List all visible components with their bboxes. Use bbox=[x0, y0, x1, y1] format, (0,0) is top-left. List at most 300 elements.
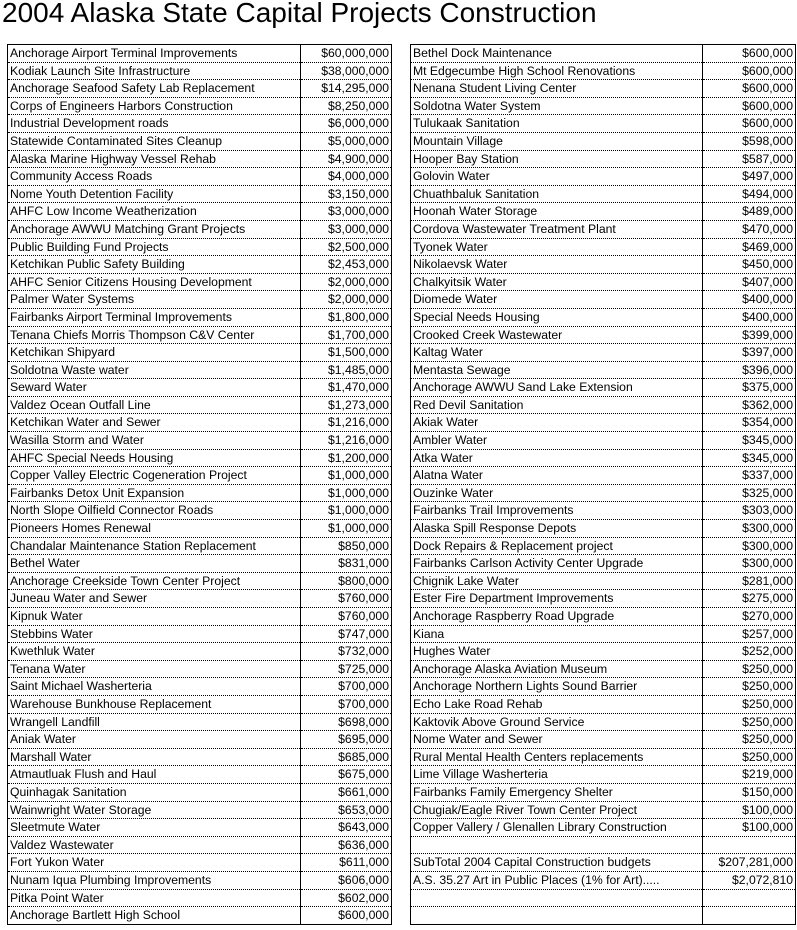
table-row bbox=[411, 783, 796, 801]
project-name-cell: Nome Youth Detention Facility bbox=[8, 185, 301, 203]
project-name-cell: Kaltag Water bbox=[411, 344, 703, 362]
project-name-cell: Palmer Water Systems bbox=[8, 291, 301, 309]
project-amount-cell: $1,200,000 bbox=[301, 449, 392, 467]
project-name-cell: Chignik Lake Water bbox=[411, 572, 703, 590]
table-row bbox=[8, 731, 392, 749]
project-name-cell: North Slope Oilfield Connector Roads bbox=[8, 502, 301, 520]
project-amount-cell: $1,000,000 bbox=[301, 467, 392, 485]
table-row bbox=[8, 748, 392, 766]
table-row bbox=[411, 45, 796, 63]
project-amount-cell: $1,485,000 bbox=[301, 361, 392, 379]
project-amount-cell: $725,000 bbox=[301, 660, 392, 678]
project-name-cell: Ester Fire Department Improvements bbox=[411, 590, 703, 608]
table-row bbox=[411, 308, 796, 326]
table-row bbox=[411, 168, 796, 186]
project-amount-cell: $270,000 bbox=[703, 608, 796, 626]
project-amount-cell: $5,000,000 bbox=[301, 132, 392, 150]
table-row bbox=[8, 414, 392, 432]
table-row bbox=[8, 308, 392, 326]
table-row bbox=[8, 713, 392, 731]
table-row bbox=[8, 273, 392, 291]
table-row bbox=[411, 713, 796, 731]
table-row bbox=[8, 62, 392, 80]
project-amount-cell: $150,000 bbox=[703, 783, 796, 801]
project-name-cell: Ketchikan Public Safety Building bbox=[8, 256, 301, 274]
project-amount-cell: $494,000 bbox=[703, 185, 796, 203]
project-name-cell: Nunam Iqua Plumbing Improvements bbox=[8, 871, 301, 889]
project-amount-cell: $611,000 bbox=[301, 854, 392, 872]
table-row bbox=[8, 555, 392, 573]
project-amount-cell: $4,000,000 bbox=[301, 168, 392, 186]
project-name-cell: Akiak Water bbox=[411, 414, 703, 432]
project-amount-cell: $600,000 bbox=[703, 115, 796, 133]
table-row bbox=[411, 467, 796, 485]
table-row bbox=[411, 660, 796, 678]
project-name-cell: Aniak Water bbox=[8, 731, 301, 749]
project-name-cell: Chugiak/Eagle River Town Center Project bbox=[411, 801, 703, 819]
project-amount-cell: $275,000 bbox=[703, 590, 796, 608]
project-amount-cell: $300,000 bbox=[703, 555, 796, 573]
project-amount-cell: $300,000 bbox=[703, 520, 796, 538]
project-amount-cell: $2,072,810 bbox=[703, 871, 796, 889]
project-name-cell: Anchorage Airport Terminal Improvements bbox=[8, 45, 301, 63]
project-name-cell: Alaska Marine Highway Vessel Rehab bbox=[8, 150, 301, 168]
table-row bbox=[411, 62, 796, 80]
project-amount-cell: $675,000 bbox=[301, 766, 392, 784]
table-row bbox=[411, 608, 796, 626]
project-name-cell: Anchorage Alaska Aviation Museum bbox=[411, 660, 703, 678]
project-amount-cell: $100,000 bbox=[703, 819, 796, 837]
project-name-cell: Valdez Ocean Outfall Line bbox=[8, 396, 301, 414]
project-name-cell: Ambler Water bbox=[411, 432, 703, 450]
project-name-cell: AHFC Low Income Weatherization bbox=[8, 203, 301, 221]
table-row bbox=[411, 748, 796, 766]
project-name-cell: Tenana Chiefs Morris Thompson C&V Center bbox=[8, 326, 301, 344]
table-row bbox=[411, 836, 796, 854]
project-amount-cell: $1,000,000 bbox=[301, 484, 392, 502]
project-name-cell: Sleetmute Water bbox=[8, 819, 301, 837]
project-name-cell: Anchorage Northern Lights Sound Barrier bbox=[411, 678, 703, 696]
project-name-cell: Stebbins Water bbox=[8, 625, 301, 643]
table-row bbox=[411, 132, 796, 150]
project-name-cell: Ouzinke Water bbox=[411, 484, 703, 502]
table-row bbox=[411, 273, 796, 291]
project-name-cell: Rural Mental Health Centers replacements bbox=[411, 748, 703, 766]
project-name-cell: Mountain Village bbox=[411, 132, 703, 150]
project-name-cell: Nikolaevsk Water bbox=[411, 256, 703, 274]
table-row bbox=[8, 344, 392, 362]
project-name-cell: Fairbanks Family Emergency Shelter bbox=[411, 783, 703, 801]
project-name-cell: Kiana bbox=[411, 625, 703, 643]
project-name-cell: Anchorage Bartlett High School bbox=[8, 907, 301, 925]
project-amount-cell: $600,000 bbox=[703, 45, 796, 63]
table-row bbox=[411, 766, 796, 784]
project-amount-cell: $325,000 bbox=[703, 484, 796, 502]
project-name-cell bbox=[411, 907, 703, 925]
project-name-cell: Copper Vallery / Glenallen Library Construction bbox=[411, 819, 703, 837]
project-amount-cell: $747,000 bbox=[301, 625, 392, 643]
table-row bbox=[8, 695, 392, 713]
project-amount-cell: $1,216,000 bbox=[301, 432, 392, 450]
project-amount-cell: $1,500,000 bbox=[301, 344, 392, 362]
project-amount-cell: $643,000 bbox=[301, 819, 392, 837]
project-amount-cell: $250,000 bbox=[703, 660, 796, 678]
project-amount-cell: $345,000 bbox=[703, 432, 796, 450]
project-amount-cell: $497,000 bbox=[703, 168, 796, 186]
project-amount-cell: $600,000 bbox=[703, 97, 796, 115]
project-name-cell: Community Access Roads bbox=[8, 168, 301, 186]
project-amount-cell: $469,000 bbox=[703, 238, 796, 256]
project-amount-cell: $6,000,000 bbox=[301, 115, 392, 133]
table-row bbox=[8, 326, 392, 344]
project-amount-cell: $345,000 bbox=[703, 449, 796, 467]
table-row bbox=[8, 783, 392, 801]
project-name-cell: Bethel Water bbox=[8, 555, 301, 573]
table-row bbox=[8, 907, 392, 925]
project-name-cell: Anchorage AWWU Matching Grant Projects bbox=[8, 220, 301, 238]
project-amount-cell: $450,000 bbox=[703, 256, 796, 274]
project-amount-cell: $4,900,000 bbox=[301, 150, 392, 168]
table-row bbox=[411, 97, 796, 115]
project-name-cell: Red Devil Sanitation bbox=[411, 396, 703, 414]
project-amount-cell: $1,000,000 bbox=[301, 502, 392, 520]
table-row bbox=[411, 203, 796, 221]
project-amount-cell: $1,800,000 bbox=[301, 308, 392, 326]
table-row bbox=[411, 643, 796, 661]
project-name-cell: Corps of Engineers Harbors Construction bbox=[8, 97, 301, 115]
project-name-cell: AHFC Special Needs Housing bbox=[8, 449, 301, 467]
project-name-cell: Marshall Water bbox=[8, 748, 301, 766]
table-row bbox=[411, 801, 796, 819]
project-name-cell: Pitka Point Water bbox=[8, 889, 301, 907]
project-name-cell: Public Building Fund Projects bbox=[8, 238, 301, 256]
project-amount-cell: $606,000 bbox=[301, 871, 392, 889]
table-row bbox=[8, 449, 392, 467]
project-name-cell: Kipnuk Water bbox=[8, 608, 301, 626]
table-row bbox=[411, 695, 796, 713]
project-name-cell: Pioneers Homes Renewal bbox=[8, 520, 301, 538]
project-amount-cell: $600,000 bbox=[703, 62, 796, 80]
project-amount-cell: $1,700,000 bbox=[301, 326, 392, 344]
project-amount-cell bbox=[703, 907, 796, 925]
project-amount-cell: $252,000 bbox=[703, 643, 796, 661]
table-row bbox=[8, 185, 392, 203]
table-row bbox=[8, 467, 392, 485]
table-row bbox=[8, 220, 392, 238]
project-amount-cell bbox=[703, 836, 796, 854]
table-row bbox=[8, 836, 392, 854]
project-name-cell: Bethel Dock Maintenance bbox=[411, 45, 703, 63]
project-name-cell: Diomede Water bbox=[411, 291, 703, 309]
table-row bbox=[8, 889, 392, 907]
project-name-cell: Fairbanks Detox Unit Expansion bbox=[8, 484, 301, 502]
table-row bbox=[411, 150, 796, 168]
project-amount-cell: $698,000 bbox=[301, 713, 392, 731]
project-amount-cell: $831,000 bbox=[301, 555, 392, 573]
table-row bbox=[411, 326, 796, 344]
project-amount-cell: $2,000,000 bbox=[301, 291, 392, 309]
table-row bbox=[411, 115, 796, 133]
project-name-cell: Valdez Wastewater bbox=[8, 836, 301, 854]
project-name-cell: Tulukaak Sanitation bbox=[411, 115, 703, 133]
project-name-cell: Echo Lake Road Rehab bbox=[411, 695, 703, 713]
table-row bbox=[411, 502, 796, 520]
project-name-cell: Fairbanks Carlson Activity Center Upgrade bbox=[411, 555, 703, 573]
project-name-cell: Nome Water and Sewer bbox=[411, 731, 703, 749]
table-row bbox=[411, 256, 796, 274]
project-amount-cell: $800,000 bbox=[301, 572, 392, 590]
project-name-cell: Industrial Development roads bbox=[8, 115, 301, 133]
project-amount-cell: $3,000,000 bbox=[301, 220, 392, 238]
table-row bbox=[8, 150, 392, 168]
table-row bbox=[411, 379, 796, 397]
table-row bbox=[8, 660, 392, 678]
project-amount-cell: $2,453,000 bbox=[301, 256, 392, 274]
table-row bbox=[8, 361, 392, 379]
project-amount-cell: $250,000 bbox=[703, 713, 796, 731]
project-name-cell: Fairbanks Trail Improvements bbox=[411, 502, 703, 520]
project-amount-cell: $400,000 bbox=[703, 308, 796, 326]
project-amount-cell: $598,000 bbox=[703, 132, 796, 150]
project-amount-cell: $695,000 bbox=[301, 731, 392, 749]
project-amount-cell: $1,000,000 bbox=[301, 520, 392, 538]
project-amount-cell: $250,000 bbox=[703, 748, 796, 766]
table-row bbox=[8, 203, 392, 221]
table-row bbox=[8, 484, 392, 502]
project-name-cell: Anchorage Raspberry Road Upgrade bbox=[411, 608, 703, 626]
project-name-cell: Lime Village Washerteria bbox=[411, 766, 703, 784]
project-name-cell: Hughes Water bbox=[411, 643, 703, 661]
table-row bbox=[411, 625, 796, 643]
project-name-cell: Chandalar Maintenance Station Replacement bbox=[8, 537, 301, 555]
table-row bbox=[8, 115, 392, 133]
project-name-cell: Ketchikan Shipyard bbox=[8, 344, 301, 362]
project-name-cell: Anchorage Creekside Town Center Project bbox=[8, 572, 301, 590]
project-name-cell: Seward Water bbox=[8, 379, 301, 397]
table-row bbox=[411, 907, 796, 925]
project-name-cell: Kodiak Launch Site Infrastructure bbox=[8, 62, 301, 80]
table-row bbox=[411, 572, 796, 590]
table-row bbox=[8, 643, 392, 661]
project-name-cell: Golovin Water bbox=[411, 168, 703, 186]
project-amount-cell: $303,000 bbox=[703, 502, 796, 520]
table-row bbox=[411, 80, 796, 98]
table-row bbox=[411, 590, 796, 608]
project-amount-cell: $400,000 bbox=[703, 291, 796, 309]
project-name-cell: Saint Michael Washerteria bbox=[8, 678, 301, 696]
project-name-cell: SubTotal 2004 Capital Construction budgets bbox=[411, 854, 703, 872]
project-amount-cell: $470,000 bbox=[703, 220, 796, 238]
table-row bbox=[8, 801, 392, 819]
project-amount-cell: $685,000 bbox=[301, 748, 392, 766]
project-amount-cell: $489,000 bbox=[703, 203, 796, 221]
table-row bbox=[411, 520, 796, 538]
table-row bbox=[8, 819, 392, 837]
project-amount-cell: $250,000 bbox=[703, 678, 796, 696]
table-row bbox=[411, 555, 796, 573]
project-amount-cell: $600,000 bbox=[703, 80, 796, 98]
project-name-cell: Juneau Water and Sewer bbox=[8, 590, 301, 608]
project-amount-cell: $653,000 bbox=[301, 801, 392, 819]
table-row bbox=[411, 889, 796, 907]
project-name-cell: Kaktovik Above Ground Service bbox=[411, 713, 703, 731]
project-amount-cell: $396,000 bbox=[703, 361, 796, 379]
table-row bbox=[8, 854, 392, 872]
project-amount-cell: $407,000 bbox=[703, 273, 796, 291]
project-name-cell: Anchorage Seafood Safety Lab Replacement bbox=[8, 80, 301, 98]
project-amount-cell: $250,000 bbox=[703, 695, 796, 713]
table-row bbox=[8, 45, 392, 63]
table-row bbox=[8, 97, 392, 115]
project-name-cell: Ketchikan Water and Sewer bbox=[8, 414, 301, 432]
table-row bbox=[8, 871, 392, 889]
page-title: 2004 Alaska State Capital Projects Construction bbox=[2, 0, 597, 28]
table-row bbox=[8, 502, 392, 520]
project-name-cell: Warehouse Bunkhouse Replacement bbox=[8, 695, 301, 713]
project-amount-cell: $732,000 bbox=[301, 643, 392, 661]
left-projects-table bbox=[7, 44, 392, 925]
table-row bbox=[411, 484, 796, 502]
table-row bbox=[8, 168, 392, 186]
table-row bbox=[411, 854, 796, 872]
project-name-cell: Chalkyitsik Water bbox=[411, 273, 703, 291]
table-row bbox=[8, 766, 392, 784]
project-amount-cell: $700,000 bbox=[301, 678, 392, 696]
project-name-cell: Hoonah Water Storage bbox=[411, 203, 703, 221]
table-row bbox=[411, 432, 796, 450]
project-amount-cell: $354,000 bbox=[703, 414, 796, 432]
project-name-cell: A.S. 35.27 Art in Public Places (1% for Art)..... bbox=[411, 871, 703, 889]
project-amount-cell: $2,500,000 bbox=[301, 238, 392, 256]
project-name-cell: Wainwright Water Storage bbox=[8, 801, 301, 819]
table-row bbox=[8, 396, 392, 414]
table-row bbox=[411, 361, 796, 379]
project-amount-cell: $337,000 bbox=[703, 467, 796, 485]
project-amount-cell: $3,150,000 bbox=[301, 185, 392, 203]
table-row bbox=[8, 608, 392, 626]
project-name-cell: Cordova Wastewater Treatment Plant bbox=[411, 220, 703, 238]
project-amount-cell: $300,000 bbox=[703, 537, 796, 555]
project-amount-cell: $1,273,000 bbox=[301, 396, 392, 414]
table-row bbox=[411, 871, 796, 889]
project-amount-cell: $602,000 bbox=[301, 889, 392, 907]
project-amount-cell: $219,000 bbox=[703, 766, 796, 784]
table-row bbox=[8, 590, 392, 608]
project-amount-cell: $587,000 bbox=[703, 150, 796, 168]
project-amount-cell: $760,000 bbox=[301, 608, 392, 626]
table-row bbox=[8, 678, 392, 696]
project-name-cell: Atmautluak Flush and Haul bbox=[8, 766, 301, 784]
table-row bbox=[8, 537, 392, 555]
project-name-cell: Chuathbaluk Sanitation bbox=[411, 185, 703, 203]
project-amount-cell: $375,000 bbox=[703, 379, 796, 397]
project-name-cell bbox=[411, 889, 703, 907]
project-amount-cell: $399,000 bbox=[703, 326, 796, 344]
project-name-cell bbox=[411, 836, 703, 854]
project-amount-cell: $760,000 bbox=[301, 590, 392, 608]
project-amount-cell: $2,000,000 bbox=[301, 273, 392, 291]
project-amount-cell: $14,295,000 bbox=[301, 80, 392, 98]
table-row bbox=[411, 220, 796, 238]
project-name-cell: Dock Repairs & Replacement project bbox=[411, 537, 703, 555]
project-amount-cell: $60,000,000 bbox=[301, 45, 392, 63]
table-row bbox=[8, 132, 392, 150]
project-amount-cell: $100,000 bbox=[703, 801, 796, 819]
table-row bbox=[8, 432, 392, 450]
project-amount-cell: $397,000 bbox=[703, 344, 796, 362]
project-amount-cell: $362,000 bbox=[703, 396, 796, 414]
table-row bbox=[411, 291, 796, 309]
project-name-cell: Statewide Contaminated Sites Cleanup bbox=[8, 132, 301, 150]
project-name-cell: Wrangell Landfill bbox=[8, 713, 301, 731]
project-name-cell: Soldotna Waste water bbox=[8, 361, 301, 379]
project-amount-cell: $281,000 bbox=[703, 572, 796, 590]
project-name-cell: Soldotna Water System bbox=[411, 97, 703, 115]
project-amount-cell: $207,281,000 bbox=[703, 854, 796, 872]
right-projects-table bbox=[410, 44, 796, 925]
project-name-cell: Special Needs Housing bbox=[411, 308, 703, 326]
project-name-cell: Fort Yukon Water bbox=[8, 854, 301, 872]
table-row bbox=[8, 625, 392, 643]
project-amount-cell: $700,000 bbox=[301, 695, 392, 713]
table-row bbox=[8, 80, 392, 98]
table-row bbox=[411, 414, 796, 432]
table-row bbox=[411, 344, 796, 362]
project-amount-cell bbox=[703, 889, 796, 907]
project-amount-cell: $8,250,000 bbox=[301, 97, 392, 115]
table-row bbox=[8, 256, 392, 274]
table-row bbox=[411, 238, 796, 256]
table-row bbox=[411, 678, 796, 696]
table-row bbox=[411, 731, 796, 749]
project-name-cell: Alaska Spill Response Depots bbox=[411, 520, 703, 538]
table-row bbox=[8, 379, 392, 397]
project-amount-cell: $850,000 bbox=[301, 537, 392, 555]
project-amount-cell: $661,000 bbox=[301, 783, 392, 801]
project-name-cell: Quinhagak Sanitation bbox=[8, 783, 301, 801]
table-row bbox=[411, 819, 796, 837]
project-amount-cell: $600,000 bbox=[301, 907, 392, 925]
project-name-cell: Crooked Creek Wastewater bbox=[411, 326, 703, 344]
project-name-cell: Wasilla Storm and Water bbox=[8, 432, 301, 450]
project-name-cell: Mentasta Sewage bbox=[411, 361, 703, 379]
project-name-cell: Anchorage AWWU Sand Lake Extension bbox=[411, 379, 703, 397]
project-amount-cell: $636,000 bbox=[301, 836, 392, 854]
project-name-cell: Fairbanks Airport Terminal Improvements bbox=[8, 308, 301, 326]
table-row bbox=[411, 396, 796, 414]
project-name-cell: Tenana Water bbox=[8, 660, 301, 678]
project-amount-cell: $1,470,000 bbox=[301, 379, 392, 397]
table-row bbox=[8, 572, 392, 590]
project-amount-cell: $3,000,000 bbox=[301, 203, 392, 221]
project-name-cell: Atka Water bbox=[411, 449, 703, 467]
project-name-cell: Kwethluk Water bbox=[8, 643, 301, 661]
project-amount-cell: $38,000,000 bbox=[301, 62, 392, 80]
table-row bbox=[411, 537, 796, 555]
table-row bbox=[8, 238, 392, 256]
project-name-cell: Nenana Student Living Center bbox=[411, 80, 703, 98]
table-row bbox=[411, 449, 796, 467]
project-amount-cell: $250,000 bbox=[703, 731, 796, 749]
table-row bbox=[8, 520, 392, 538]
project-name-cell: Hooper Bay Station bbox=[411, 150, 703, 168]
project-name-cell: Alatna Water bbox=[411, 467, 703, 485]
project-amount-cell: $257,000 bbox=[703, 625, 796, 643]
table-row bbox=[411, 185, 796, 203]
project-amount-cell: $1,216,000 bbox=[301, 414, 392, 432]
project-name-cell: Mt Edgecumbe High School Renovations bbox=[411, 62, 703, 80]
project-name-cell: Tyonek Water bbox=[411, 238, 703, 256]
